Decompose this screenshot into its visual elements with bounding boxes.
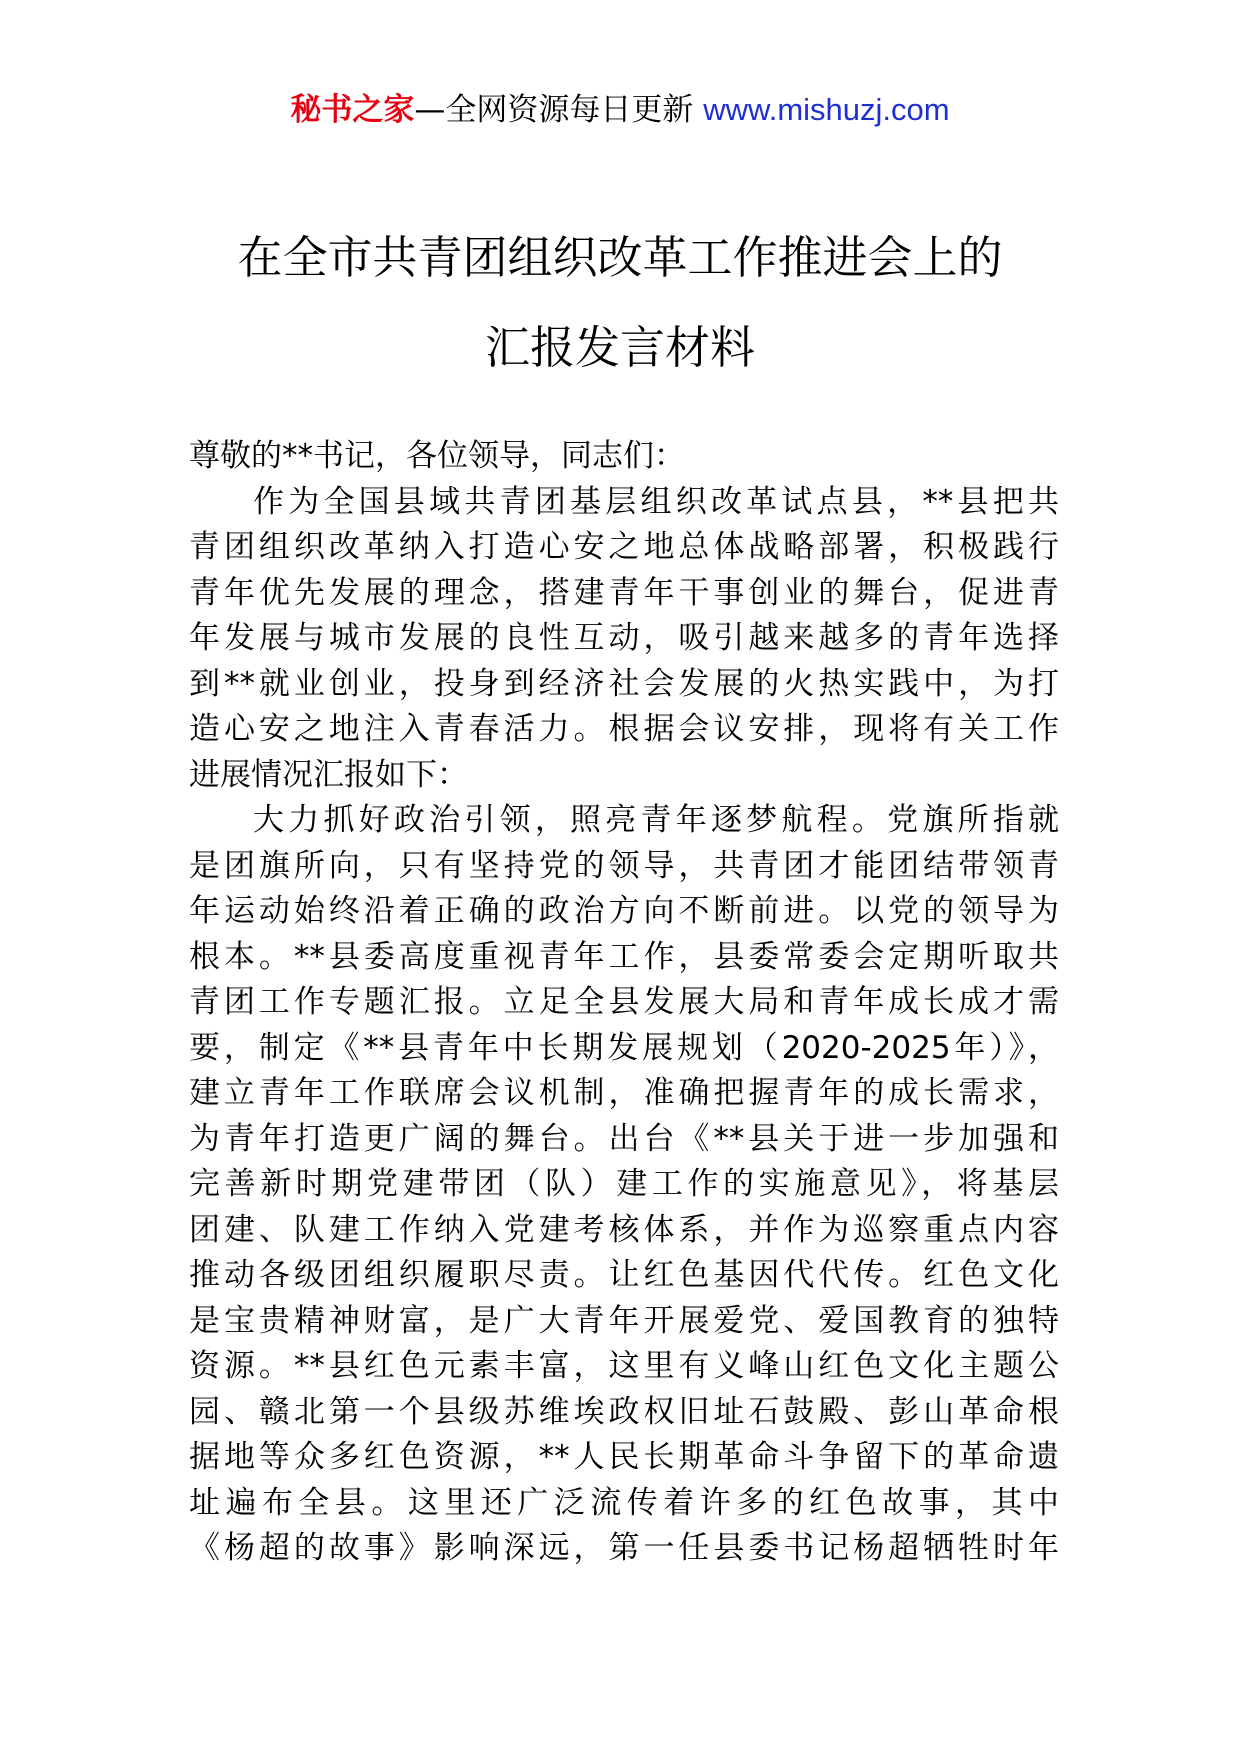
paragraph-2-line: 青团工作专题汇报。立足全县发展大局和青年成长成才需	[189, 984, 1059, 1020]
paragraph-2-line: 推动各级团组织履职尽责。让红色基因代代传。红色文化	[189, 1257, 1059, 1293]
paragraph-2-line: 大力抓好政治引领，照亮青年逐梦航程。党旗所指就	[253, 802, 1059, 838]
salutation-line: 尊敬的**书记，各位领导，同志们：	[189, 438, 685, 474]
paragraph-2-line: 址遍布全县。这里还广泛流传着许多的红色故事，其中	[189, 1484, 1059, 1521]
paragraph-2-line: 是宝贵精神财富，是广大青年开展爱党、爱国教育的独特	[189, 1302, 1059, 1339]
paragraph-2-line: 完善新时期党建带团（队）建工作的实施意见》，将基层	[189, 1166, 1059, 1202]
paragraph-2-line: 资源。**县红色元素丰富，这里有义峰山红色文化主题公	[189, 1348, 1059, 1384]
site-brand: 秘书之家	[290, 92, 415, 128]
site-url-link[interactable]: www.mishuzj.com	[703, 92, 950, 127]
site-tagline: —全网资源每日更新	[414, 92, 694, 128]
paragraph-2-line: 是团旗所向，只有坚持党的领导，共青团才能团结带领青	[189, 847, 1059, 884]
site-header	[0, 88, 1240, 132]
paragraph-1-line: 年发展与城市发展的良性互动，吸引越来越多的青年选择	[189, 620, 1059, 656]
paragraph-2-line: 团建、队建工作纳入党建考核体系，并作为巡察重点内容	[189, 1211, 1059, 1248]
document-title-line-1: 在全市共青团组织改革工作推进会上的	[237, 231, 1003, 284]
paragraph-2-line: 《杨超的故事》影响深远，第一任县委书记杨超牺牲时年	[189, 1530, 1059, 1566]
paragraph-1-line: 作为全国县域共青团基层组织改革试点县，**县把共	[253, 483, 1059, 520]
paragraph-1-line: 进展情况汇报如下：	[189, 756, 468, 793]
document-title-line-2: 汇报发言材料	[484, 321, 755, 374]
paragraph-2-line: 据地等众多红色资源，**人民长期革命斗争留下的革命遗	[189, 1439, 1059, 1475]
paragraph-2-line: 建立青年工作联席会议机制，准确把握青年的成长需求，	[189, 1075, 1059, 1111]
paragraph-2-line: 要，制定《**县青年中长期发展规划（2020-2025年）》，	[189, 1029, 1059, 1066]
paragraph-2-line: 年运动始终沿着正确的政治方向不断前进。以党的领导为	[189, 893, 1059, 929]
paragraph-1-line: 青年优先发展的理念，搭建青年干事创业的舞台，促进青	[189, 574, 1059, 611]
paragraph-2-line: 园、赣北第一个县级苏维埃政权旧址石鼓殿、彭山革命根	[189, 1393, 1059, 1430]
paragraph-1-line: 青团组织改革纳入打造心安之地总体战略部署，积极践行	[189, 529, 1059, 565]
paragraph-2-line: 根本。**县委高度重视青年工作，县委常委会定期听取共	[189, 938, 1059, 975]
paragraph-1-line: 到**就业创业，投身到经济社会发展的火热实践中，为打	[189, 665, 1059, 702]
paragraph-2-line: 为青年打造更广阔的舞台。出台《**县关于进一步加强和	[189, 1120, 1059, 1157]
document-body	[189, 434, 1059, 1572]
paragraph-1-line: 造心安之地注入青春活力。根据会议安排，现将有关工作	[189, 711, 1059, 747]
